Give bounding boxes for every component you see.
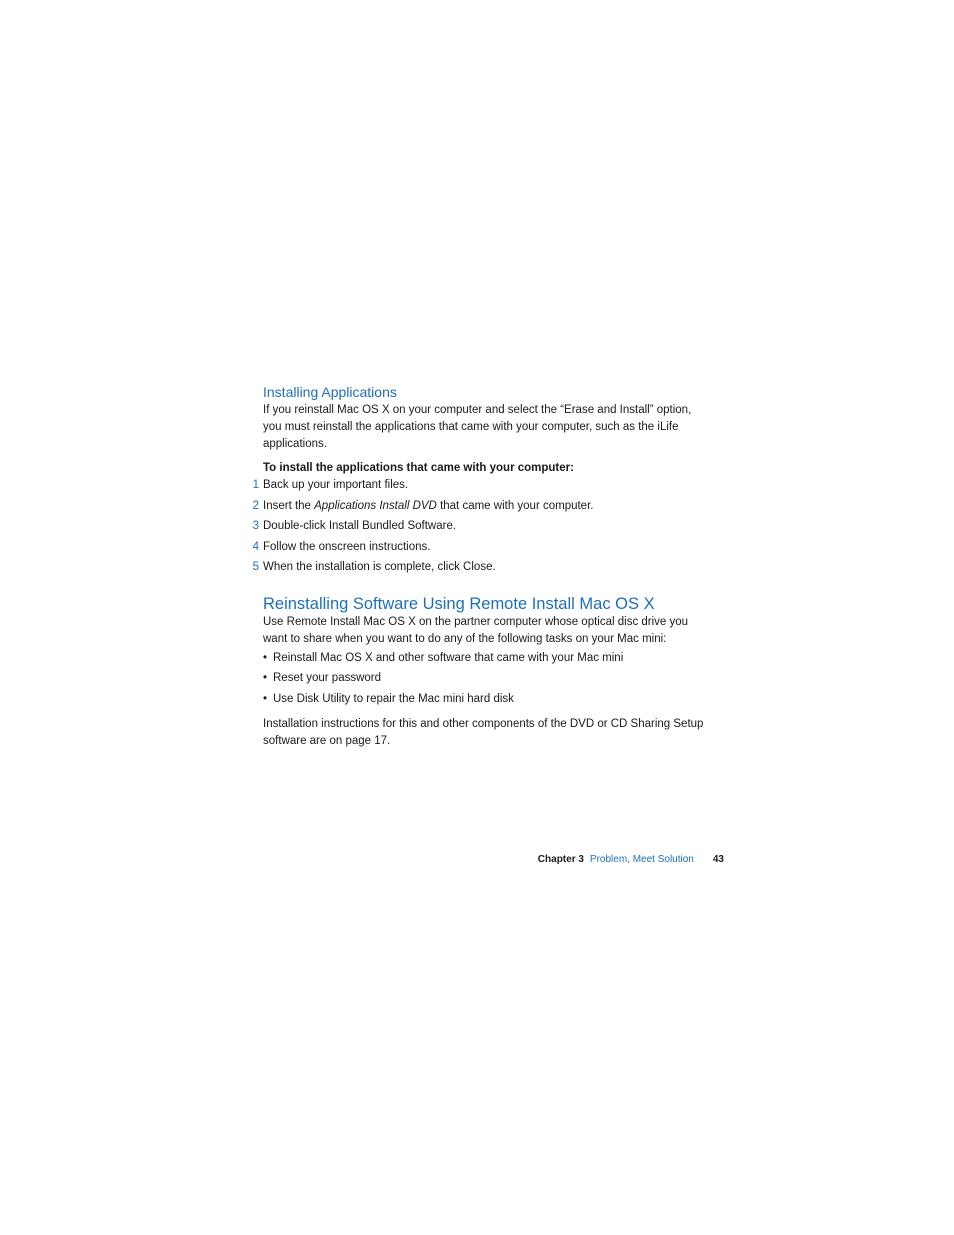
bullet-dot-icon: • (263, 692, 268, 705)
bullet-text: Reinstall Mac OS X and other software that came with your Mac mini (273, 651, 624, 664)
install-step (252, 559, 713, 576)
step-text: Double-click Install Bundled Software. (263, 520, 457, 532)
bullet-text: Reset your password (273, 672, 382, 684)
footer-chapter-title: Problem, Meet Solution (589, 854, 694, 865)
install-step (252, 539, 713, 556)
page-footer (538, 853, 724, 867)
bullet-item (263, 691, 713, 708)
bullet-item (263, 670, 713, 687)
step-number: 1 (252, 479, 259, 491)
step-text-post: that came with your computer. (436, 499, 594, 512)
step-number: 2 (252, 499, 259, 512)
installing-applications-heading: Installing Applications (263, 384, 397, 400)
install-step (252, 477, 713, 494)
step-text: Follow the onscreen instructions. (263, 540, 431, 553)
step-text-pre: Insert the (263, 499, 315, 512)
reinstalling-software-heading: Reinstalling Software Using Remote Install Mac OS X (263, 594, 655, 613)
bullet-dot-icon: • (263, 672, 268, 684)
bullet-text: Use Disk Utility to repair the Mac mini hard disk (273, 692, 514, 705)
install-step (252, 498, 713, 515)
step-number: 4 (252, 540, 259, 553)
install-instruction-label: To install the applications that came with your computer: (263, 462, 574, 474)
closing-paragraph: Installation instructions for this and other components of the DVD or CD Sharing Setup software are on page 17. (263, 718, 704, 747)
step-text: When the installation is complete, click Close. (263, 561, 496, 573)
footer-page-number: 43 (712, 854, 724, 865)
page-content (252, 383, 713, 750)
step-number: 3 (252, 520, 259, 532)
tasks-bullet-list (263, 650, 713, 708)
step-text: Back up your important files. (263, 479, 409, 491)
install-step (252, 518, 713, 535)
reinstalling-software-paragraph: Use Remote Install Mac OS X on the partner computer whose optical disc drive you want to share when you want to do any of the following tasks on your Mac mini: (263, 615, 689, 645)
footer-chapter: Chapter 3 (537, 854, 584, 865)
installing-applications-paragraph: If you reinstall Mac OS X on your computer and select the “Erase and Install” option, you must reinstall the applications that came with your computer, such as the iLife applications. (263, 404, 692, 450)
bullet-item (263, 650, 713, 667)
step-text-italic: Applications Install DVD (314, 499, 437, 512)
install-steps-list (252, 477, 713, 576)
bullet-dot-icon: • (263, 651, 268, 664)
step-number: 5 (252, 561, 259, 573)
